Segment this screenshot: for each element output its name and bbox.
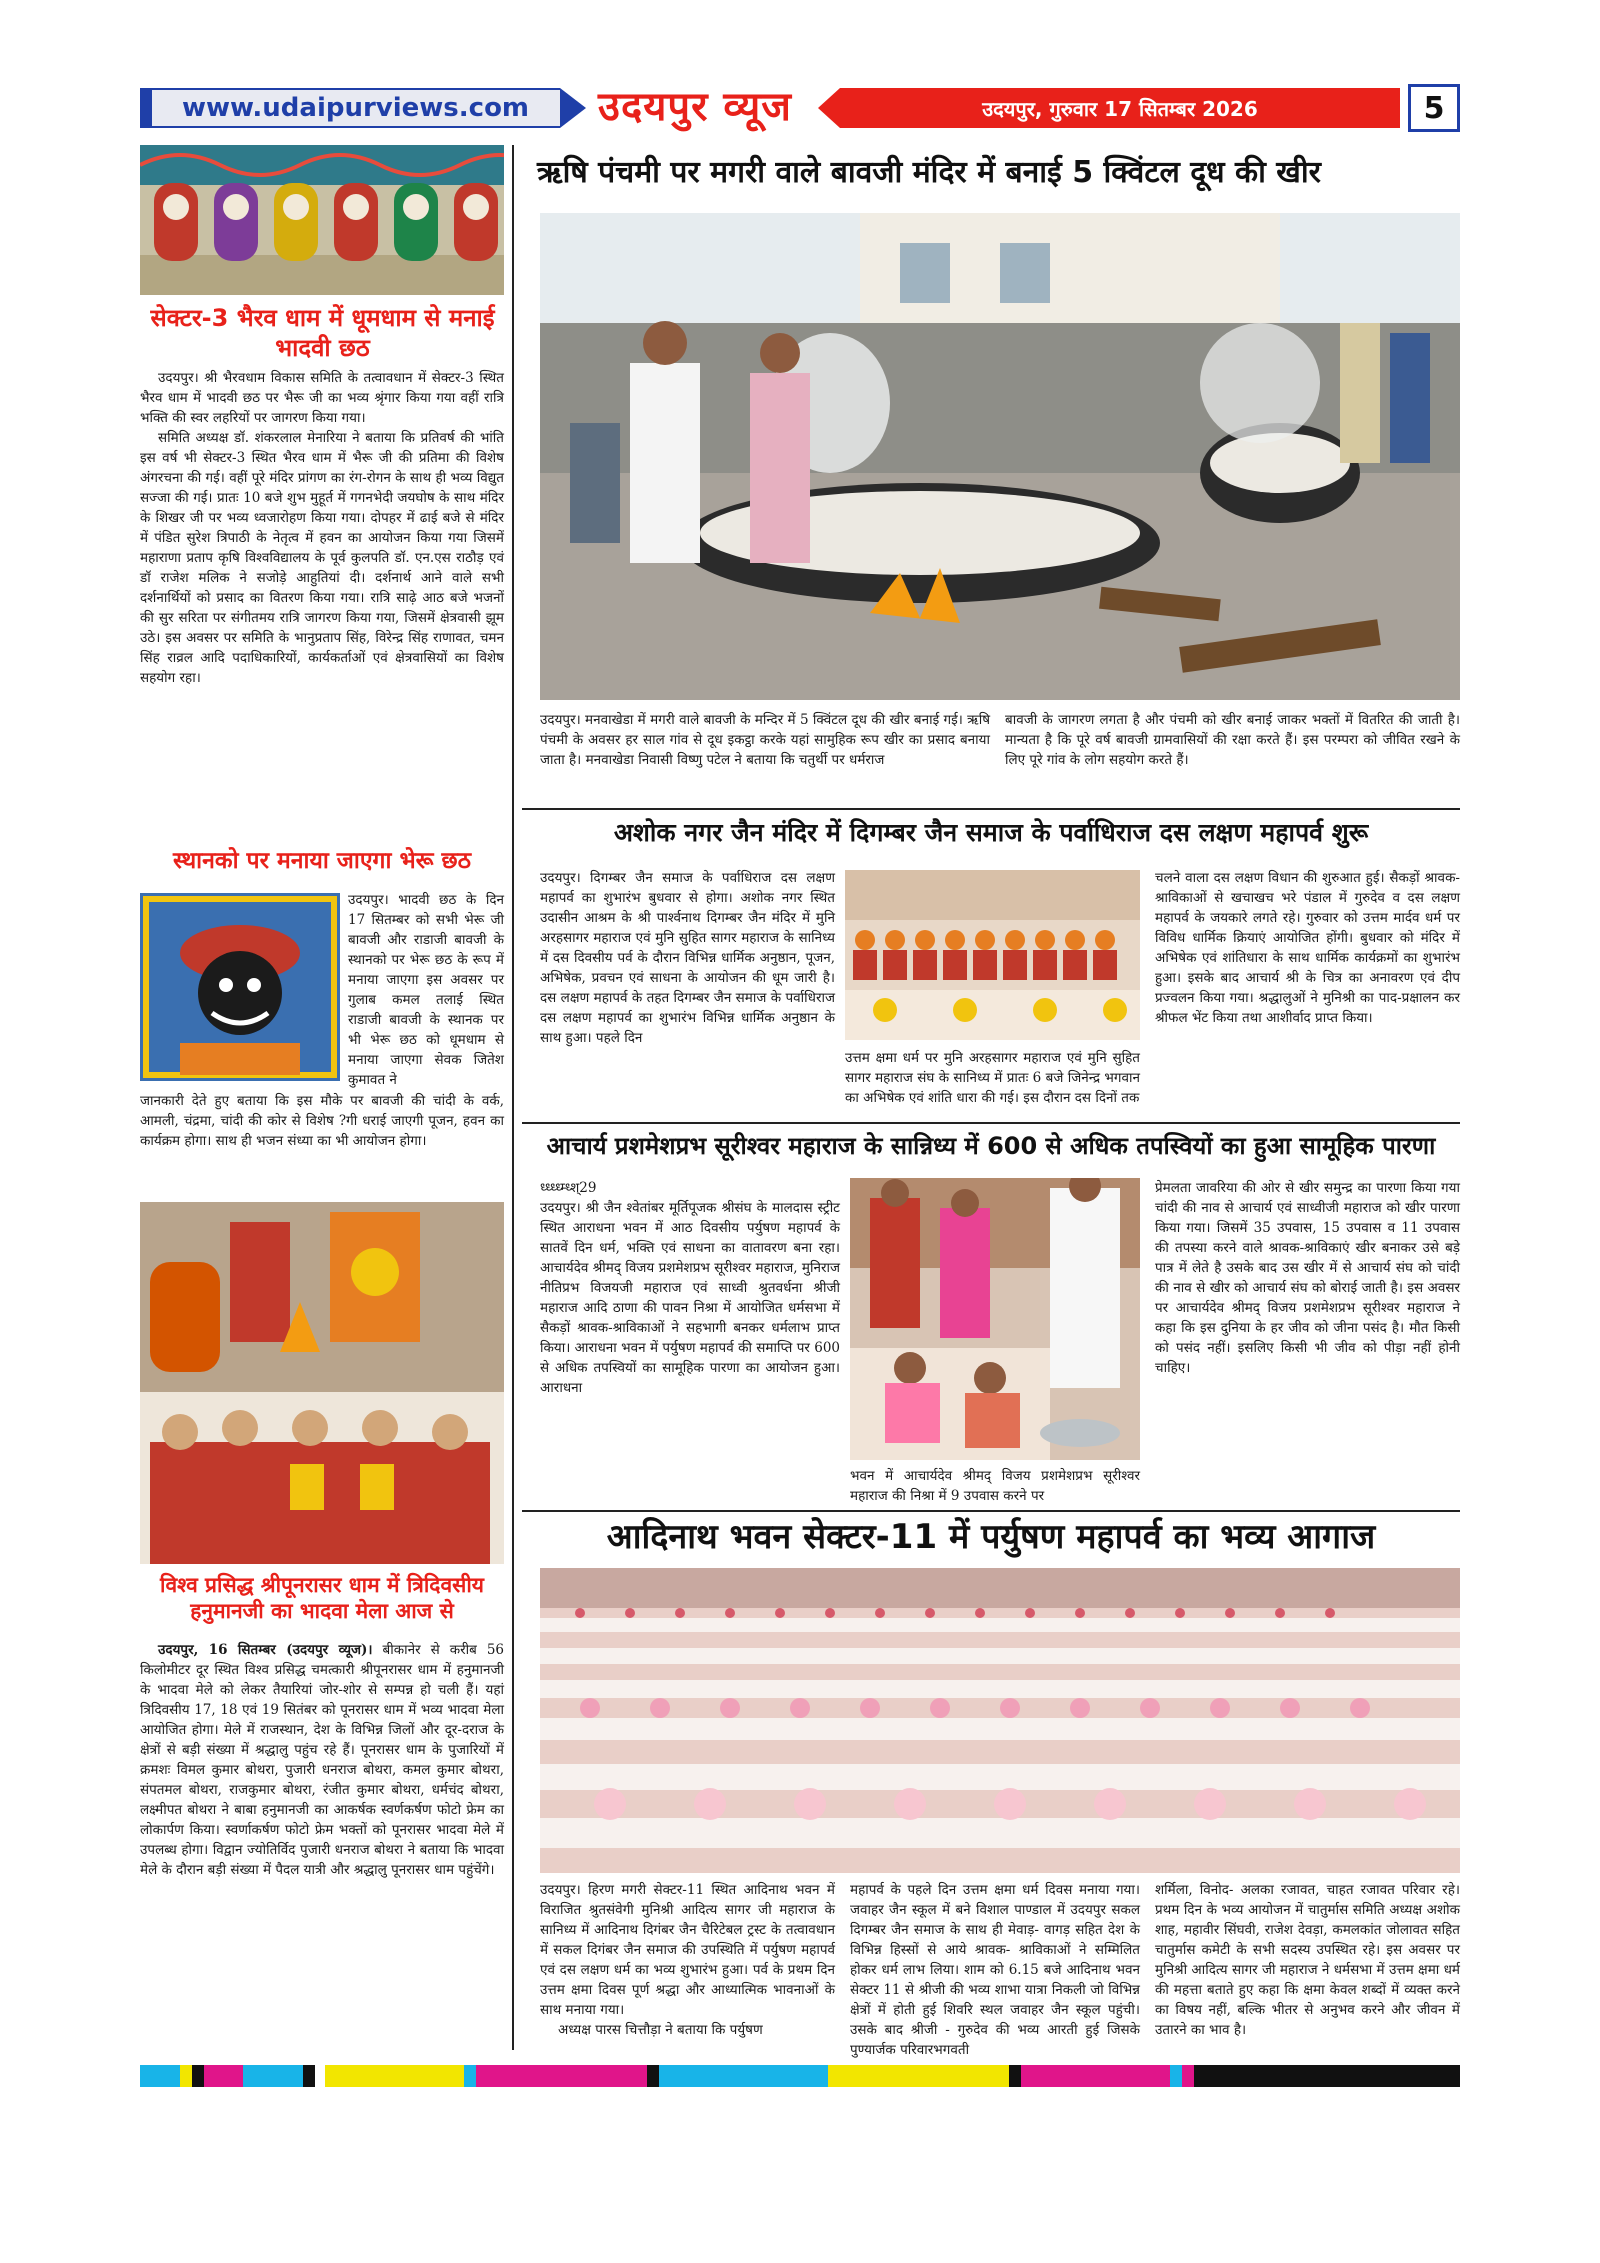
punrasar-body: [140, 1640, 504, 1880]
parana-dateline: ध्ध्ध्ध्म्ध्श्29: [540, 1180, 597, 1196]
kheer-body-col1: उदयपुर। मनवाखेडा में मगरी वाले बावजी के मन्दिर में 5 क्विंटल दूध की खीर बनाई गई। ऋषि पंचमी के अवसर हर साल गांव से दूध इकट्ठा करके यहां सामुहिक रूप खीर का प्रसाद बनाया जाता है। मनवाखेडा निवासी विष्णु पटेल ने बताया कि चतुर्थी पर धर्मराज: [540, 712, 990, 768]
ashoknagar-worship-photo: [845, 870, 1140, 1040]
print-registration-bar: [140, 2065, 1460, 2087]
newspaper-logo: उदयपुर व्यूज: [598, 83, 792, 130]
punrasar-photo: [140, 1202, 504, 1564]
punrasar-dateline: उदयपुर, 16 सितम्बर (उदयपुर व्यूज)।: [158, 1642, 373, 1658]
sthanak-body-below: जानकारी देते हुए बताया कि इस मौके पर बावजी की चांदी के वर्क, आमली, चंद्रमा, चांदी की कोर से विशेष ?गी धराई जाएगी पूजन, हवन का कार्यक्रम होगा। साथ ही भजन संध्या का भी आयोजन होगा।: [140, 1093, 504, 1149]
adinath-body-col3: शर्मिला, विनोद- अलका रजावत, चाहत रजावत परिवार रहे। प्रथम दिन के भव्य आयोजन में चातुर्मास समिति अध्यक्ष अशोक शाह, महावीर सिंघवी, राजेश देवड़ा, कमलकांत जोलावत सहित चातुर्मास कमेटी के सभी सदस्य उपस्थित रहे। इस अवसर पर मुनिश्री आदित्य सागर जी महाराज ने धर्मसभा में उत्तम क्षमा धर्म की महत्ता बताते हुए कहा कि क्षमा केवल शब्दों में व्यक्त करने का विषय नहीं, बल्कि भीतर से अनुभव करने और जीवन में उतारने का भाव है।: [1155, 1882, 1460, 2038]
bhairav-paragraph: उदयपुर। श्री भैरवधाम विकास समिति के तत्वावधान में सेक्टर-3 स्थित भैरव धाम में भादवी छठ पर भैरू जी का भव्य श्रृंगार किया गया वहीं रात्रि भक्ति की स्वर लहरियों पर जागरण किया गया।: [140, 370, 504, 426]
bhairav-idols-photo: [140, 145, 504, 295]
adinath-text: अध्यक्ष पारस चित्तौड़ा ने बताया कि पर्युषण: [558, 2022, 763, 2038]
section-divider: [522, 808, 1460, 810]
section-divider: [522, 1510, 1460, 1512]
parana-body-col1: [540, 1178, 840, 1398]
bhairav-article-body: [140, 368, 504, 688]
adinath-body-col1: [540, 1880, 835, 2040]
bhairav-paragraph: समिति अध्यक्ष डॉ. शंकरलाल मेनारिया ने बताया कि प्रतिवर्ष की भांति इस वर्ष भी सेक्टर-3 स्थित भैरव धाम में भैरू जी की प्रतिमा की विशेष अंगरचना की गई। वहीं पूरे मंदिर प्रांगण का रंग-रोगन के साथ ही भव्य विद्युत सज्जा की गई। प्रातः 10 बजे शुभ मुहूर्त में गगनभेदी जयघोष के साथ मंदिर के शिखर जी पर भव्य ध्वजारोहण किया गया। दोपहर में ढाई बजे से मंदिर में पंडित सुरेश त्रिपाठी के नेतृत्व में हवन का आयोजन किया गया जिसमें महाराणा प्रताप कृषि विश्वविद्यालय के पूर्व कुलपति डॉ. एन.एस राठौड़ एवं डॉ राजेश मलिक ने सजोड़े आहुतियां दी। दर्शनार्थ आने वाले सभी दर्शनार्थियों को प्रसाद का वितरण किया गया। रात्रि साढ़े आठ बजे भजनों की सुर सरिता पर संगीतमय रात्रि जागरण किया गया, जिसमें क्षेत्रवासी झूम उठे। इस अवसर पर समिति के भानुप्रताप सिंह, विरेन्द्र सिंह राणावत, चमन सिंह राव्रल आदि पदाधिकारियों, कार्यकर्ताओं एवं क्षेत्रवासियों का विशेष सहयोग रहा।: [140, 430, 504, 686]
page-number: 5: [1408, 84, 1460, 132]
punrasar-headline: विश्व प्रसिद्ध श्रीपूनरासर धाम में त्रिदिवसीय हनुमानजी का भादवा मेला आज से: [160, 1573, 484, 1624]
masthead: [140, 84, 1460, 132]
ashoknagar-body-col1: उदयपुर। दिगम्बर जैन समाज के पर्वाधिराज दस लक्षण महापर्व का शुभारंभ बुधवार से होगा। अशोक नगर स्थित उदासीन आश्रम के श्री पार्श्वनाथ दिगम्बर जैन मंदिर में मुनि अरहसागर महाराज एवं मुनि सुहित सागर महाराज के सानिध्य में दस दिवसीय पर्व के दौरान विभिन्न धार्मिक अनुष्ठान, पूजन, अभिषेक, प्रवचन एवं साधना के आयोजन की धूम जारी है। दस लक्षण महापर्व के तहत दिगम्बर जैन समाज के पर्वाधिराज दस लक्षण महापर्व का शुभारंभ विभिन्न धार्मिक अनुष्ठान के साथ हुआ। पहले दिन: [540, 870, 835, 1046]
website-url[interactable]: www.udaipurviews.com: [140, 88, 560, 128]
kheer-headline: ऋषि पंचमी पर मगरी वाले बावजी मंदिर में बनाई 5 क्विंटल दूध की खीर: [537, 155, 1321, 190]
punrasar-text: बीकानेर से करीब 56 किलोमीटर दूर स्थित विश्व प्रसिद्ध चमत्कारी श्रीपूनरासर धाम में हनुमानजी के भादवा मेले को लेकर तैयारियां जोर-शोर से सम्पन्न हो चली हैं। यहां त्रिदिवसीय 17, 18 एवं 19 सितंबर को पूनरासर धाम में भव्य भादवा मेला आयोजित होगा। मेले में राजस्थान, देश के विभिन्न जिलों और दूर-दराज के क्षेत्रों से बड़ी संख्या में श्रद्धालु पहुंच रहे हैं। पूनरासर धाम के पुजारियों में क्रमशः विमल कुमार बोथरा, पुजारी धनराज बोथरा, कमल कुमार बोथरा, संपतमल बोथरा, राजकुमार बोथरा, रंजीत कुमार बोथरा, धर्मचंद बोथरा, लक्ष्मीपत बोथरा ने बाबा हनुमानजी का आकर्षक स्वर्णकर्षण फोटो फ्रेम का लोकार्पण किया। स्वर्णाकर्षण फोटो फ्रेम भक्तों को पूनरासर भादवा मेले में उपलब्ध होगा। विद्वान ज्योतिर्विद पुजारी धनराज बोथरा ने बताया कि भादवा मेले के दौरान बड़ी संख्या में पैदल यात्री और श्रद्धालु पूनरासर धाम पहुंचेंगे।: [140, 1642, 505, 1878]
section-divider: [522, 1122, 1460, 1124]
ashoknagar-photo-caption: उत्तम क्षमा धर्म पर मुनि अरहसागर महाराज एवं मुनि सुहित सागर महाराज संघ के सानिध्य में प्रातः 6 बजे जिनेन्द्र भगवान का अभिषेक एवं शांति धारा की गई। इस दौरान दस दिनों तक: [845, 1050, 1140, 1106]
column-divider: [512, 145, 514, 2050]
adinath-assembly-photo: [540, 1568, 1460, 1873]
ashoknagar-headline: अशोक नगर जैन मंदिर में दिगम्बर जैन समाज के पर्वाधिराज दस लक्षण महापर्व शुरू: [613, 818, 1369, 847]
adinath-body-col2: महापर्व के पहले दिन उत्तम क्षमा धर्म दिवस मनाया गया। जवाहर जैन स्कूल में बने विशाल पाण्डाल में उदयपुर सकल दिगम्बर जैन समाज के साथ ही मेवाड़- वागड़ सहित देश के विभिन्न हिस्सों से आये श्रावक- श्राविकाओं ने सम्मिलित होकर धर्म लाभ लिया। शाम को 6.15 बजे आदिनाथ भवन सेक्टर 11 से श्रीजी की भव्य शाभा यात्रा निकली जो विभिन्न क्षेत्रों में होती हुई शिवरि स्थल जवाहर जैन स्कूल पहुंची। उसके बाद श्रीजी - गुरुदेव की भव्य आरती हुई जिसके पुण्यार्जक परिवारभगवती: [850, 1882, 1140, 2058]
parana-ceremony-photo: [850, 1178, 1140, 1460]
bherujee-painting: [140, 893, 340, 1081]
adinath-headline: आदिनाथ भवन सेक्टर-11 में पर्युषण महापर्व का भव्य आगाज: [606, 1517, 1376, 1557]
sthanak-headline: स्थानको पर मनाया जाएगा भेरू छठ: [173, 848, 471, 874]
parana-photo-caption: भवन में आचार्यदेव श्रीमद् विजय प्रशमेशप्रभ सूरीश्वर महाराज की निश्रा में 9 उपवास करने पर: [850, 1468, 1140, 1504]
dateline: उदयपुर, गुरुवार 17 सितम्बर 2026: [840, 88, 1400, 128]
bhairav-headline: सेक्टर-3 भैरव धाम में धूमधाम से मनाई भादवी छठ: [150, 304, 495, 362]
parana-body-col3: प्रेमलता जावरिया की ओर से खीर समुन्द्र का पारणा किया गया चांदी की नाव से आचार्य एवं साध्वीजी महाराज को खीर पारणा किया गया। जिसमें 35 उपवास, 15 उपवास व 11 उपवास की तपस्या करने वाले श्रावक-श्राविकाएं खीर बनाकर उसे बड़े पात्र में लेते है उसके बाद उस खीर में से आचार्य संघ को चांदी की नाव से खीर को आचार्य संघ को बोराई जाती है। इस अवसर पर आचार्यदेव श्रीमद् विजय प्रशमेशप्रभ सूरीश्वर महाराज ने कहा कि इस दुनिया के हर जीव को जीना पसंद है। मौत किसी को पसंद नहीं। इसलिए किसी भी जीव को पीड़ा नहीं होनी चाहिए।: [1155, 1180, 1460, 1376]
ashoknagar-body-col3: चलने वाला दस लक्षण विधान की शुरुआत हुई। सैकड़ों श्रावक-श्राविकाओं से खचाखच भरे पंडाल में गुरुदेव व दस लक्षण महापर्व के जयकारे लगते रहे। गुरुवार को उत्तम मार्दव धर्म पर विविध धार्मिक क्रियाएं आयोजित होंगी। बुधवार को मंदिर में अभिषेक एवं शांतिधारा के साथ धार्मिक कार्यक्रमों का शुभारंभ हुआ। इसके बाद आचार्य श्री के चित्र का अनावरण एवं दीप प्रज्वलन किया गया। श्रद्धालुओं ने मुनिश्री का पाद-प्रक्षालन कर श्रीफल भेंट किया तथा आशीर्वाद प्राप्त किया।: [1155, 870, 1460, 1026]
sthanak-body-beside: उदयपुर। भादवी छठ के दिन 17 सितम्बर को सभी भेरू जी बावजी और राडाजी बावजी के स्थानको पर भेरू छठ के रूप में मनाया जाएगा इस अवसर पर गुलाब कमल तलाई स्थित राडाजी बावजी के स्थानक पर भी भेरू छठ को धूमधाम से मनाया जाएगा सेवक जितेश कुमावत ने: [348, 892, 504, 1088]
adinath-text: उदयपुर। हिरण मगरी सेक्टर-11 स्थित आदिनाथ भवन में विराजित श्रुतसंवेगी मुनिश्री आदित्य सागर जी महाराज के सानिध्य में आदिनाथ दिगंबर जैन चैरिटेबल ट्रस्ट के तत्वावधान में सकल दिगंबर जैन समाज की उपस्थिति में पर्युषण महापर्व एवं दस लक्षण धर्म का भव्य शुभारंभ हुआ। पर्व के प्रथम दिन उत्तम क्षमा दिवस पूर्ण श्रद्धा और आध्यात्मिक भावनाओं के साथ मनाया गया।: [540, 1882, 835, 2018]
kheer-cooking-photo: [540, 213, 1460, 700]
kheer-body-col2: बावजी के जागरण लगता है और पंचमी को खीर बनाई जाकर भक्तों में वितरित की जाती है। मान्यता है कि पूरे वर्ष बावजी ग्रामवासियों की रक्षा करते हैं। इस परम्परा को जीवित रखने के लिए पूरे गांव के लोग सहयोग करते हैं।: [1005, 712, 1460, 768]
parana-headline: आचार्य प्रशमेशप्रभ सूरीश्वर महाराज के सान्निध्य में 600 से अधिक तपस्वियों का हुआ सामूहिक पारणा: [546, 1132, 1436, 1160]
parana-text: उदयपुर। श्री जैन श्वेतांबर मूर्तिपूजक श्रीसंघ के मालदास स्ट्रीट स्थित आराधना भवन में आठ दिवसीय पर्युषण महापर्व के सातवें दिन धर्म, भक्ति एवं साधना का वातावरण बना रहा। आचार्यदेव श्रीमद् विजय प्रशमेशप्रभ सूरीश्वर महाराज, मुनिराज नीतिप्रभ विजयजी महाराज एवं साध्वी श्रुतवर्धना श्रीजी महाराज आदि ठाणा की पावन निश्रा में आयोजित धर्मसभा में सैकड़ों श्रावक-श्राविकाओं ने सहभागी बनकर धर्मलाभ प्राप्त किया। आराधना भवन में पर्युषण महापर्व की समाप्ति पर 600 से अधिक तपस्वियों का सामूहिक पारणा का आयोजन हुआ। आराधना: [540, 1200, 840, 1396]
